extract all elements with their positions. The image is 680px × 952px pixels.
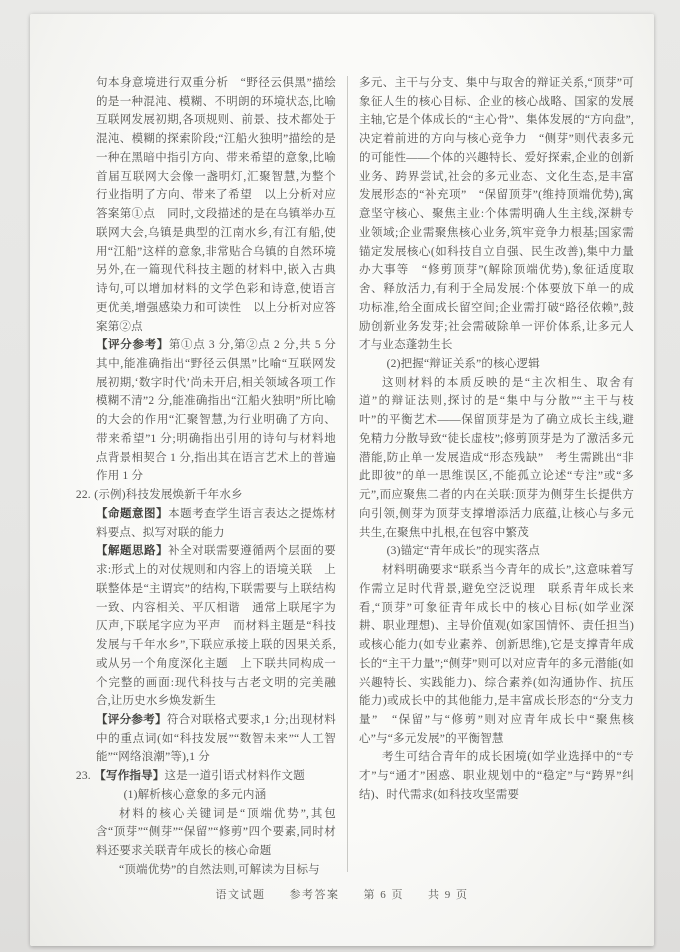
footer-page-number: 第 6 页: [363, 889, 405, 901]
footer-page-total: 共 9 页: [428, 889, 469, 901]
answer-paragraph: 材料的核心关键词是“顶端优势”,其包含“顶芽”“侧芽”“保留”“修剪”四个要素,同时材料还要求关联青年成长的核心命题: [96, 807, 336, 858]
answer-paragraph: 这则材料的本质反映的是“主次相生、取舍有道”的辩证法则,探讨的是“集中与分散”“主干与枝叶”的平衡艺术——保留顶芽是为了确立成长主线,避免精力分散导致“徒长虚枝”;修剪顶芽是为了激活多元潜能,防止单一发展造成“形态残缺” 考生需跳出“非此即彼”的单一思维误区,不能孤立论述“专注”或“多元”,而应聚焦二者的内在关联:顶芽为侧芽生长提供方向引领,侧芽为顶芽支撑增添活力底蕴,让核心与多元共生,在聚焦中扎根,在包容中繁茂: [359, 376, 634, 539]
text-column-right: [359, 74, 634, 880]
answer-paragraph: 材料明确要求“联系当今青年的成长”,这意味着写作需立足时代背景,避免空泛说理 联系青年成长来看,“顶芽”可象征青年成长中的核心目标(如学业深耕、职业理想)、主导价值观(如家国情怀、责任担当)或核心能力(如专业素养、创新思维),它是支撑青年成长的“主干力量”;“侧芽”则可以对应青年的多元潜能(如兴趣特长、实践能力)、综合素养(如沟通协作、抗压能力)或成长中的其他能力,是丰富成长形态的“分支力量” “保留”与“修剪”则对应青年成长中“聚焦核心”与“多元发展”的平衡智慧: [359, 564, 634, 745]
answer-paragraph: 【解题思路】补全对联需要遵循两个层面的要求:形式上的对仗规则和内容上的语境关联 上联整体是“主谓宾”的结构,下联需要与上联结构一致、内容相关、平仄相谐 通常上联尾字为仄声,下联尾字应为平声 而材料主题是“科技发展与千年水乡”,下联应承接上联的因果关系,或从另一个角度深化主题 上下联共同构成一个完整的画面:现代科技与古老文明的完美融合,让历史水乡焕发新生: [96, 545, 336, 708]
answer-paragraph: “顶端优势”的自然法则,可解读为目标与: [119, 863, 320, 876]
question-number: 22.: [75, 489, 91, 502]
numbered-answer-item: 22. (示例)科技发展焕新千年水乡: [75, 489, 243, 502]
section-label: 【评分参考】: [96, 339, 169, 352]
exam-answer-page: [30, 14, 654, 946]
section-label: 【评分参考】: [96, 713, 167, 726]
section-label: 【命题意图】: [96, 507, 169, 520]
page-body: [75, 74, 634, 880]
question-number: 23.: [75, 770, 91, 783]
answer-paragraph: 【评分参考】符合对联格式要求,1 分;出现材料中的重点词(如“科技发展”“数智未来”“人工智能”“网络浪潮”等),1 分: [96, 713, 337, 764]
answer-paragraph: (2)把握“辩证关系”的核心逻辑: [386, 358, 540, 371]
answer-paragraph: 句本身意境进行双重分析 “野径云俱黑”描绘的是一种混沌、模糊、不明朗的环境状态,比喻互联网发展初期,各项规则、前景、技术都处于混沌、模糊的探索阶段;“江船火独明”描绘的是一种在黑暗中指引方向、带来希望的意象,比喻首届互联网大会像一盏明灯,汇聚智慧,为整个行业指明了方向、带来了希望 以上分析对应答案第①点 同时,文段描述的是在乌镇举办互联网大会,乌镇是典型的江南水乡,有江有船,使用“江船”这样的意象,非常贴合乌镇的自然环境 另外,在一篇现代科技主题的材料中,嵌入古典诗句,可以增加材料的文学色彩和诗意,使语言更优美,增强感染力和可读性 以上分析对应答案第②点: [96, 77, 348, 333]
section-label: 【解题思路】: [96, 545, 169, 558]
numbered-answer-item: 23. 【写作指导】这是一道引语式材料作文题: [75, 770, 305, 783]
text-column-left: [75, 74, 348, 880]
answer-paragraph: 考生可结合青年的成长困境(如学业选择中的“专才”与“通才”困惑、职业规划中的“稳定”与“跨界”纠结)、时代需求(如科技攻坚需要: [359, 751, 634, 801]
column-divider: [347, 76, 348, 872]
answer-paragraph: 多元、主干与分支、集中与取舍的辩证关系,“顶芽”可象征人生的核心目标、企业的核心战略、国家的发展主轴,它是个体成长的“主心骨”、集体发展的“方向盘”,决定着前进的方向与核心竞争力 “侧芽”则代表多元的可能性——个体的兴趣特长、爱好探索,企业的创新业务、跨界尝试,社会的多元业态、文化生态,是丰富发展形态的“补充项” “保留顶芽”(维持顶端优势),寓意坚守核心、聚焦主业:个体需明确人生主线,深耕专业领域;企业需聚焦核心业务,筑牢竞争力根基;国家需锚定发展核心(如科技自立自强、民生改善),集中力量办大事等 “修剪顶芽”(解除顶端优势),象征适度取舍、释放活力,有利于全局发展:个体要放下单一的成功标准,给全面成长留空间;企业需打破“路径依赖”,鼓励创新业务发芽;社会需破除单一评价体系,让多元人才与业态蓬勃生长: [359, 77, 634, 352]
answer-paragraph: 【命题意图】本题考查学生语言表达之提炼材料要点、拟写对联的能力: [96, 507, 336, 539]
page-footer: [30, 886, 654, 902]
section-label: 【写作指导】: [94, 770, 165, 783]
answer-paragraph: (1)解析核心意象的多元内涵: [123, 788, 267, 801]
answer-paragraph: 【评分参考】第①点 3 分,第②点 2 分,共 5 分 其中,能准确指出“野径云俱黑”比喻“互联网发展初期,‘数字时代’尚未开启,相关领域各项工作模糊不清”2 分,能准确指出“江船火独明”所比喻的大会的作用“汇聚智慧,为行业明确了方向、带来希望”1 分;明确指出引用的诗句与材料地点背景相契合 1 分,指出其在语言艺术上的普遍作用 1 分: [96, 339, 348, 483]
footer-doc-title: 语文试题: [215, 889, 266, 901]
footer-answer-label: 参考答案: [289, 889, 340, 901]
answer-paragraph: (3)锚定“青年成长”的现实落点: [386, 545, 540, 558]
